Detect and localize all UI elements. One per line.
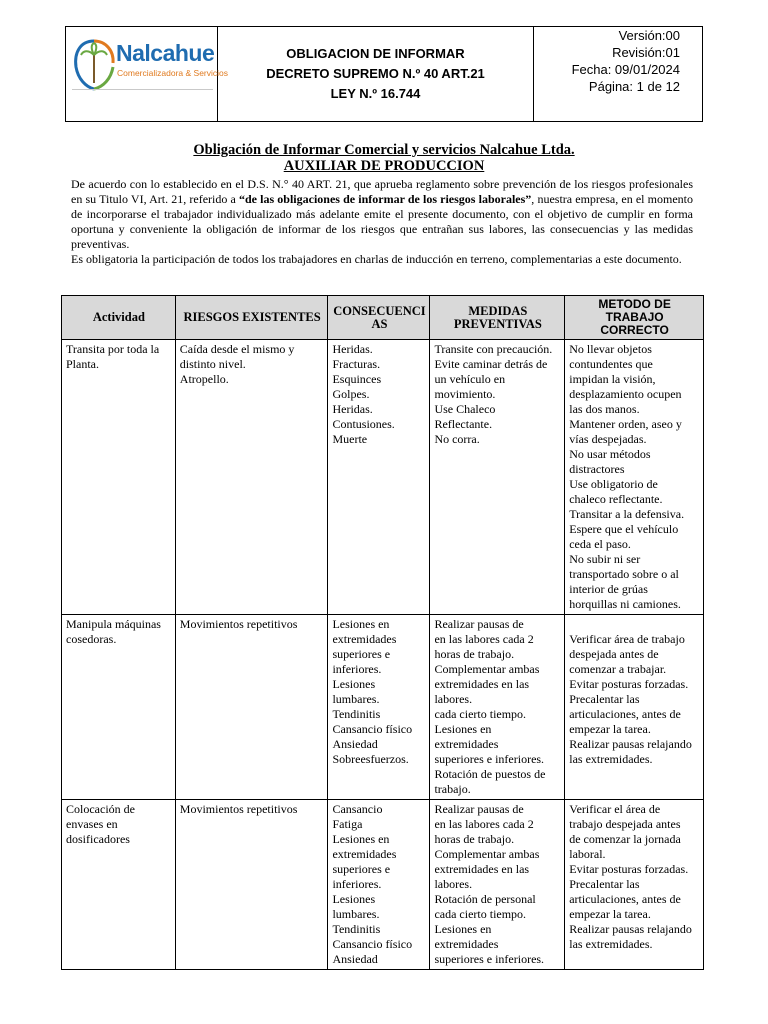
revision-label: Revisión:01 bbox=[612, 45, 680, 60]
header-title-line: LEY N.º 16.744 bbox=[330, 86, 421, 101]
table-cell: Colocación de envases en dosificadores bbox=[62, 800, 176, 970]
palm-tree-logo-icon bbox=[70, 33, 118, 93]
logo-name: Nalcahue bbox=[116, 40, 215, 66]
document-header bbox=[65, 26, 703, 122]
table-cell: Movimientos repetitivos bbox=[175, 800, 328, 970]
table-cell: Realizar pausas de en las labores cada 2 horas de trabajo. Complementar ambas extremidades en las labores. Rotación de personal cada cierto tiempo. Lesiones en extremidades superiores e inferiores. bbox=[430, 800, 565, 970]
date-label: Fecha: 09/01/2024 bbox=[571, 62, 680, 77]
table-cell: No llevar objetos contundentes que impidan la visión, desplazamiento ocupen las dos manos. Mantener orden, aseo y vías despejadas. No usar métodos distractores Use obligatorio de chaleco reflectante. Transitar a la defensiva. Espere que el vehículo ceda el paso. No subir ni ser transportado sobre o al interior de grúas horquillas ni camiones. bbox=[565, 340, 704, 615]
intro-paragraph-1 bbox=[71, 177, 693, 252]
table-cell: Manipula máquinas cosedoras. bbox=[62, 615, 176, 800]
intro-text-a: De acuerdo con lo establecido en el D.S. N.° 40 ART. 21, que aprueba reglamento sobre prevención de los riesgos profesionales en su Titulo VI, Art. 21, referido a bbox=[71, 177, 693, 206]
table-cell: Verificar el área de trabajo despejada antes de comenzar la jornada laboral. Evitar posturas forzadas. Precalentar las articulaciones, antes de empezar la tarea. Realizar pausas relajando las extremidades. bbox=[565, 800, 704, 970]
table-row bbox=[62, 800, 704, 970]
table-cell: Realizar pausas de en las labores cada 2 horas de trabajo. Complementar ambas extremidades en las labores. cada cierto tiempo. Lesiones en extremidades superiores e inferiores. Rotación de puestos de trabajo. bbox=[430, 615, 565, 800]
table-row bbox=[62, 615, 704, 800]
company-logo bbox=[66, 27, 229, 121]
header-title-block bbox=[218, 27, 534, 121]
table-cell: Heridas. Fracturas. Esquinces Golpes. Heridas. Contusiones. Muerte bbox=[328, 340, 430, 615]
header-title-line: DECRETO SUPREMO N.º 40 ART.21 bbox=[266, 66, 485, 81]
table-cell: Transite con precaución. Evite caminar detrás de un vehículo en movimiento. Use Chaleco Reflectante. No corra. bbox=[430, 340, 565, 615]
table-row bbox=[62, 340, 704, 615]
col-header-actividad: Actividad bbox=[62, 296, 176, 340]
logo-divider bbox=[72, 89, 213, 90]
page-label: Página: 1 de 12 bbox=[588, 79, 680, 94]
col-header-riesgos: RIESGOS EXISTENTES bbox=[175, 296, 328, 340]
col-header-metodo: METODO DE TRABAJO CORRECTO bbox=[565, 296, 704, 340]
header-title-line: OBLIGACION DE INFORMAR bbox=[286, 46, 465, 61]
logo-subtitle: Comercializadora & Servicios bbox=[117, 68, 229, 78]
version-label: Versión:00 bbox=[618, 28, 680, 43]
table-cell: Movimientos repetitivos bbox=[175, 615, 328, 800]
document-subtitle: AUXILIAR DE PRODUCCION bbox=[283, 158, 485, 174]
table-cell: Cansancio Fatiga Lesiones en extremidades superiores e inferiores. Lesiones lumbares. Tendinitis Cansancio físico Ansiedad bbox=[328, 800, 430, 970]
col-header-consecuencias: CONSECUENCI AS bbox=[328, 296, 430, 340]
header-version-block bbox=[534, 27, 702, 121]
table-cell: Lesiones en extremidades superiores e inferiores. Lesiones lumbares. Tendinitis Cansancio físico Ansiedad Sobreesfuerzos. bbox=[328, 615, 430, 800]
col-header-medidas: MEDIDAS PREVENTIVAS bbox=[430, 296, 565, 340]
intro-text-bold: “de las obligaciones de informar de los riesgos laborales” bbox=[238, 192, 532, 206]
document-title: Obligación de Informar Comercial y servicios Nalcahue Ltda. bbox=[193, 142, 575, 158]
intro-text bbox=[71, 177, 693, 267]
table-cell: Caída desde el mismo y distinto nivel. Atropello. bbox=[175, 340, 328, 615]
intro-paragraph-2: Es obligatoria la participación de todos los trabajadores en charlas de inducción en terreno, complementarias a este documento. bbox=[71, 252, 682, 266]
table-cell: Verificar área de trabajo despejada antes de comenzar a trabajar. Evitar posturas forzadas. Precalentar las articulaciones, antes de empezar la tarea. Realizar pausas relajando las extremidades. bbox=[565, 615, 704, 800]
table-cell: Transita por toda la Planta. bbox=[62, 340, 176, 615]
intro-text-b: , nuestra empresa, en el momento de incorporarse el trabajador individualizado más adelante emite el presente documento, con el objetivo de cumplir en forma oportuna y conveniente la obligación de informar de los riesgos que entrañan sus labores, las consecuencias y las medidas preventivas. bbox=[71, 192, 693, 251]
risk-table bbox=[61, 295, 704, 970]
table-header-row bbox=[62, 296, 704, 340]
